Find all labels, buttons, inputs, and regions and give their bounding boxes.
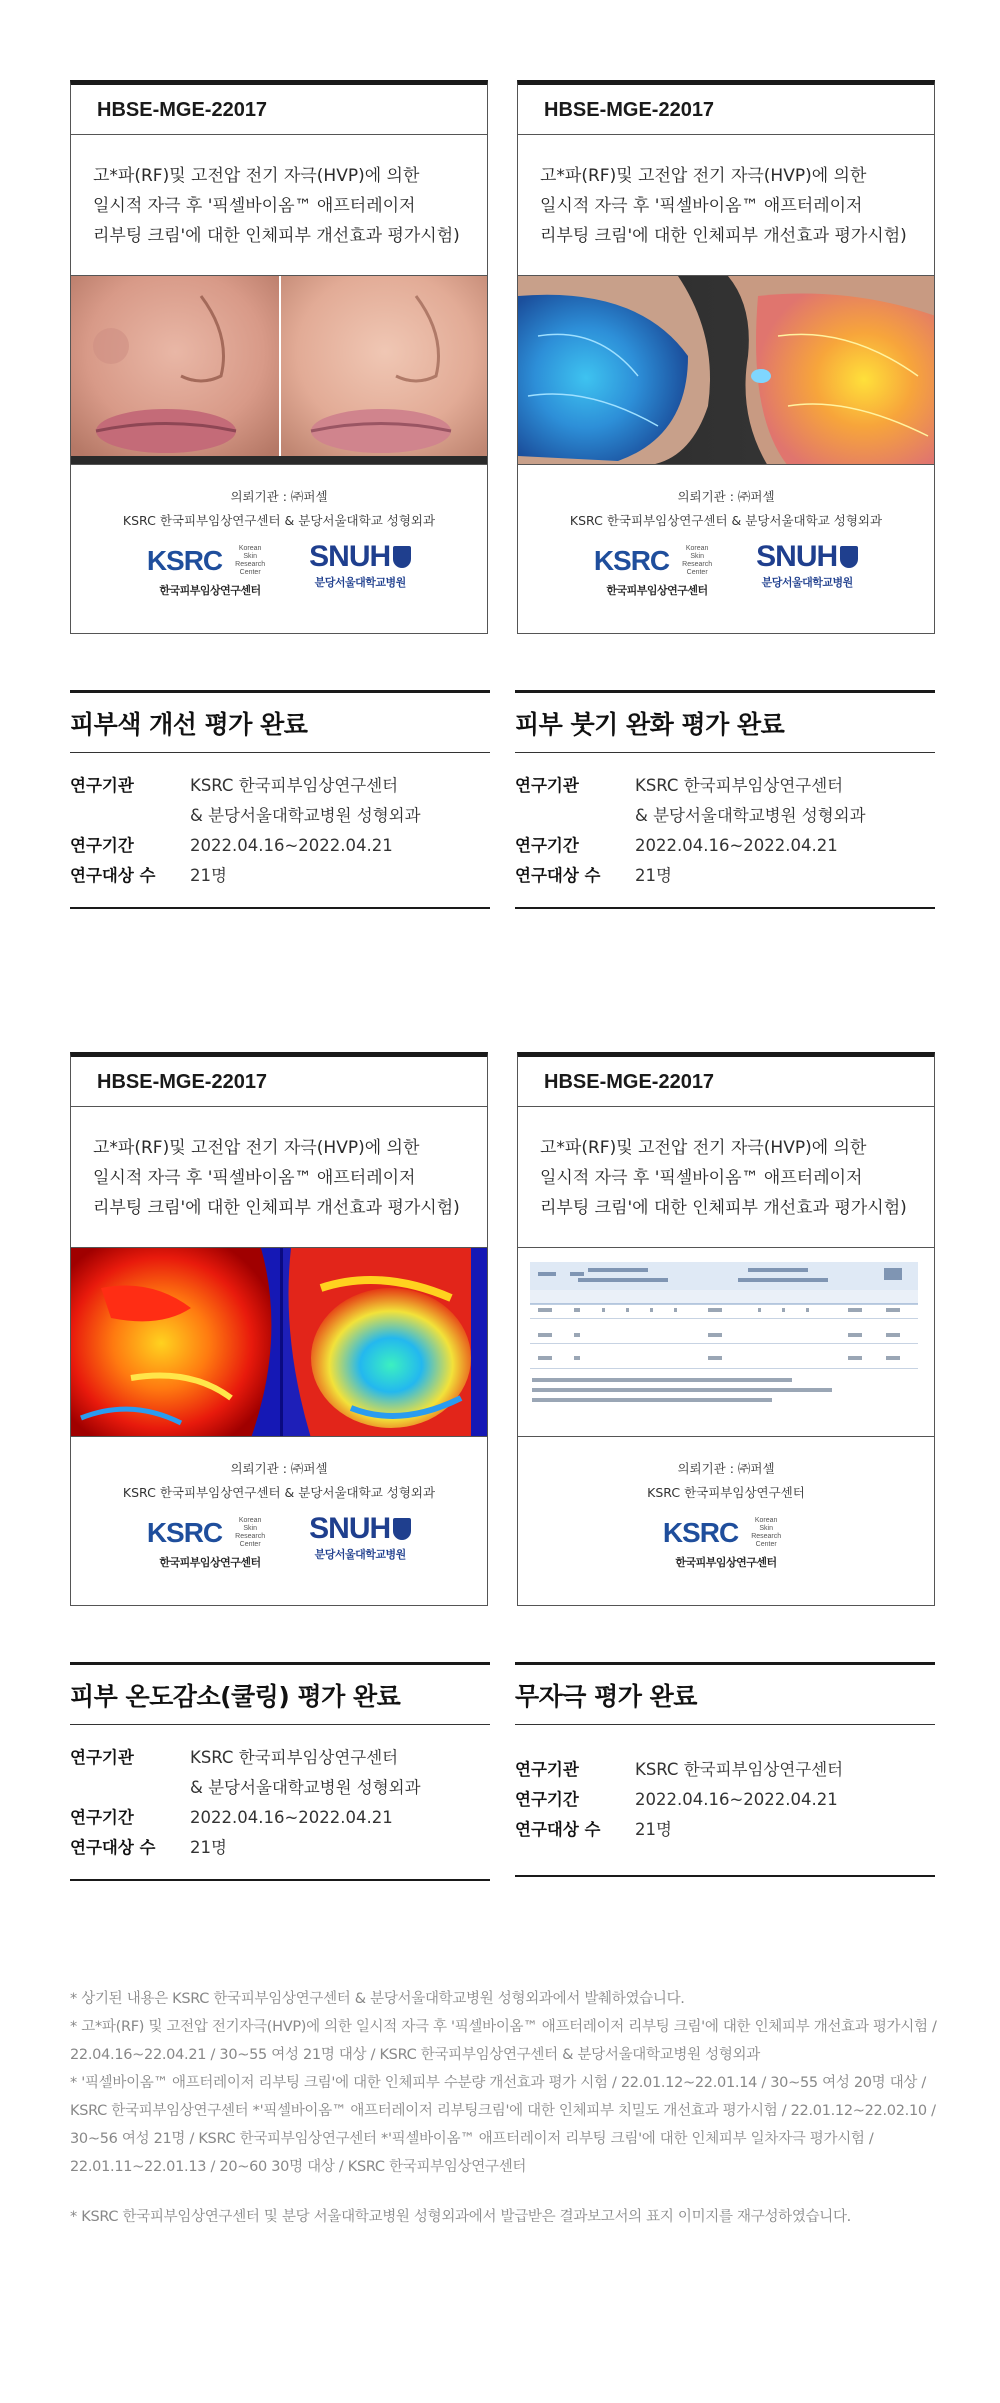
result-title: 피부 온도감소(쿨링) 평가 완료 [70, 1665, 490, 1725]
result-title: 피부색 개선 평가 완료 [70, 693, 490, 753]
footnote-final: * KSRC 한국피부임상연구센터 및 분당 서울대학교병원 성형외과에서 발급받은 결과보고서의 표지 이미지를 재구성하였습니다. [70, 2209, 851, 2225]
result-row-period: 연구기간 2022.04.16~2022.04.21 [515, 836, 838, 855]
result-row-subjects: 연구대상 수 21명 [515, 866, 672, 885]
snuh-logo: SNUH 분당서울대학교병원 [309, 545, 411, 595]
report-card-2 [517, 80, 935, 634]
result-row-institution: 연구기관 KSRC 한국피부임상연구센터 & 분당서울대학교병원 성형외과 [70, 776, 421, 825]
skin-tone-photo [71, 275, 487, 465]
snuh-emblem-icon [840, 546, 858, 568]
footnotes [70, 1985, 940, 2231]
snuh-logo: SNUH 분당서울대학교병원 [756, 545, 858, 595]
ksrc-logo: KSRC Korean Skin Research Center 한국피부임상연구센터 [593, 545, 713, 597]
footnote: * 고*파(RF) 및 고전압 전기자극(HVP)에 의한 일시적 자극 후 '픽셀바이옴™ 애프터레이저 리부팅 크림'에 대한 인체피부 개선효과 평가시험 / 22.04.16~22.04.21 / 30~55 여성 21명 대상 / KSRC 한국피부임상연구센터 & 분당서울대학교병원 성형외과 [70, 2019, 937, 2063]
report-footer: 의뢰기관 : ㈜퍼셀 KSRC 한국피부임상연구센터 & 분당서울대학교 성형외과 KSRC Korean Skin Research Center 한국피부임상연구센터 SNUH 분당서울대학교병원 [518, 465, 934, 603]
swelling-3d-scan-image [518, 275, 934, 465]
report-card-4 [517, 1052, 935, 1606]
result-row-institution: 연구기관 KSRC 한국피부임상연구센터 [515, 1760, 844, 1779]
report-footer: 의뢰기관 : ㈜퍼셀 KSRC 한국피부임상연구센터 KSRC Korean Skin Research Center 한국피부임상연구센터 [518, 1437, 934, 1575]
ksrc-logo: KSRC Korean Skin Research Center 한국피부임상연구센터 [146, 545, 266, 597]
report-footer: 의뢰기관 : ㈜퍼셀 KSRC 한국피부임상연구센터 & 분당서울대학교 성형외과 KSRC Korean Skin Research Center 한국피부임상연구센터 SNUH 분당서울대학교병원 [71, 465, 487, 603]
report-title: 고*파(RF)및 고전압 전기 자극(HVP)에 의한 일시적 자극 후 '픽셀바이옴™ 애프터레이저 리부팅 크림'에 대한 인체피부 개선효과 평가시험) [93, 166, 460, 246]
report-card-3 [70, 1052, 488, 1606]
snuh-emblem-icon [393, 546, 411, 568]
report-footer: 의뢰기관 : ㈜퍼셀 KSRC 한국피부임상연구센터 & 분당서울대학교 성형외과 KSRC Korean Skin Research Center 한국피부임상연구센터 SNUH 분당서울대학교병원 [71, 1437, 487, 1575]
institution-logos [518, 1517, 934, 1575]
footnote: * 상기된 내용은 KSRC 한국피부임상연구센터 & 분당서울대학교병원 성형외과에서 발췌하였습니다. [70, 1991, 685, 2007]
report-title: 고*파(RF)및 고전압 전기 자극(HVP)에 의한 일시적 자극 후 '픽셀바이옴™ 애프터레이저 리부팅 크림'에 대한 인체피부 개선효과 평가시험) [540, 1138, 907, 1218]
ksrc-logo: KSRC Korean Skin Research Center 한국피부임상연구센터 [146, 1517, 266, 1569]
result-summary-3 [70, 1662, 490, 1881]
result-row-institution: 연구기관 KSRC 한국피부임상연구센터 & 분당서울대학교병원 성형외과 [70, 1748, 421, 1797]
report-code: HBSE-MGE-22017 [71, 85, 487, 135]
report-card-1 [70, 80, 488, 634]
result-row-subjects: 연구대상 수 21명 [515, 1820, 672, 1839]
snuh-emblem-icon [393, 1518, 411, 1540]
result-summary-2 [515, 690, 935, 909]
report-title: 고*파(RF)및 고전압 전기 자극(HVP)에 의한 일시적 자극 후 '픽셀바이옴™ 애프터레이저 리부팅 크림'에 대한 인체피부 개선효과 평가시험) [93, 1138, 460, 1218]
result-summary-4 [515, 1662, 935, 1877]
irritation-result-table-image [518, 1247, 934, 1437]
thermal-camera-image [71, 1247, 487, 1437]
result-title: 피부 붓기 완화 평가 완료 [515, 693, 935, 753]
result-row-period: 연구기간 2022.04.16~2022.04.21 [70, 836, 393, 855]
result-row-subjects: 연구대상 수 21명 [70, 1838, 227, 1857]
report-code: HBSE-MGE-22017 [518, 85, 934, 135]
result-row-institution: 연구기관 KSRC 한국피부임상연구센터 & 분당서울대학교병원 성형외과 [515, 776, 866, 825]
result-row-subjects: 연구대상 수 21명 [70, 866, 227, 885]
ksrc-logo: KSRC Korean Skin Research Center 한국피부임상연구센터 [662, 1517, 782, 1569]
report-code: HBSE-MGE-22017 [518, 1057, 934, 1107]
result-summary-1 [70, 690, 490, 909]
report-code: HBSE-MGE-22017 [71, 1057, 487, 1107]
footnote: * '픽셀바이옴™ 애프터레이저 리부팅 크림'에 대한 인체피부 수분량 개선효과 평가 시험 / 22.01.12~22.01.14 / 30~55 여성 20명 대상 / KSRC 한국피부임상연구센터 *'픽셀바이옴™ 애프터레이저 리부팅크림'에 대한 인체피부 치밀도 개선효과 평가시험 / 22.01.12~22.02.10 / 30~56 여성 21명 / KSRC 한국피부임상연구센터 *'픽셀바이옴™ 애프터레이저 리부팅 크림'에 대한 인체피부 일차자극 평가시험 / 22.01.11~22.01.13 / 20~60 30명 대상 / KSRC 한국피부임상연구센터 [70, 2075, 936, 2175]
report-title: 고*파(RF)및 고전압 전기 자극(HVP)에 의한 일시적 자극 후 '픽셀바이옴™ 애프터레이저 리부팅 크림'에 대한 인체피부 개선효과 평가시험) [540, 166, 907, 246]
result-title: 무자극 평가 완료 [515, 1665, 935, 1725]
snuh-logo: SNUH 분당서울대학교병원 [309, 1517, 411, 1567]
result-row-period: 연구기간 2022.04.16~2022.04.21 [70, 1808, 393, 1827]
result-row-period: 연구기간 2022.04.16~2022.04.21 [515, 1790, 838, 1809]
